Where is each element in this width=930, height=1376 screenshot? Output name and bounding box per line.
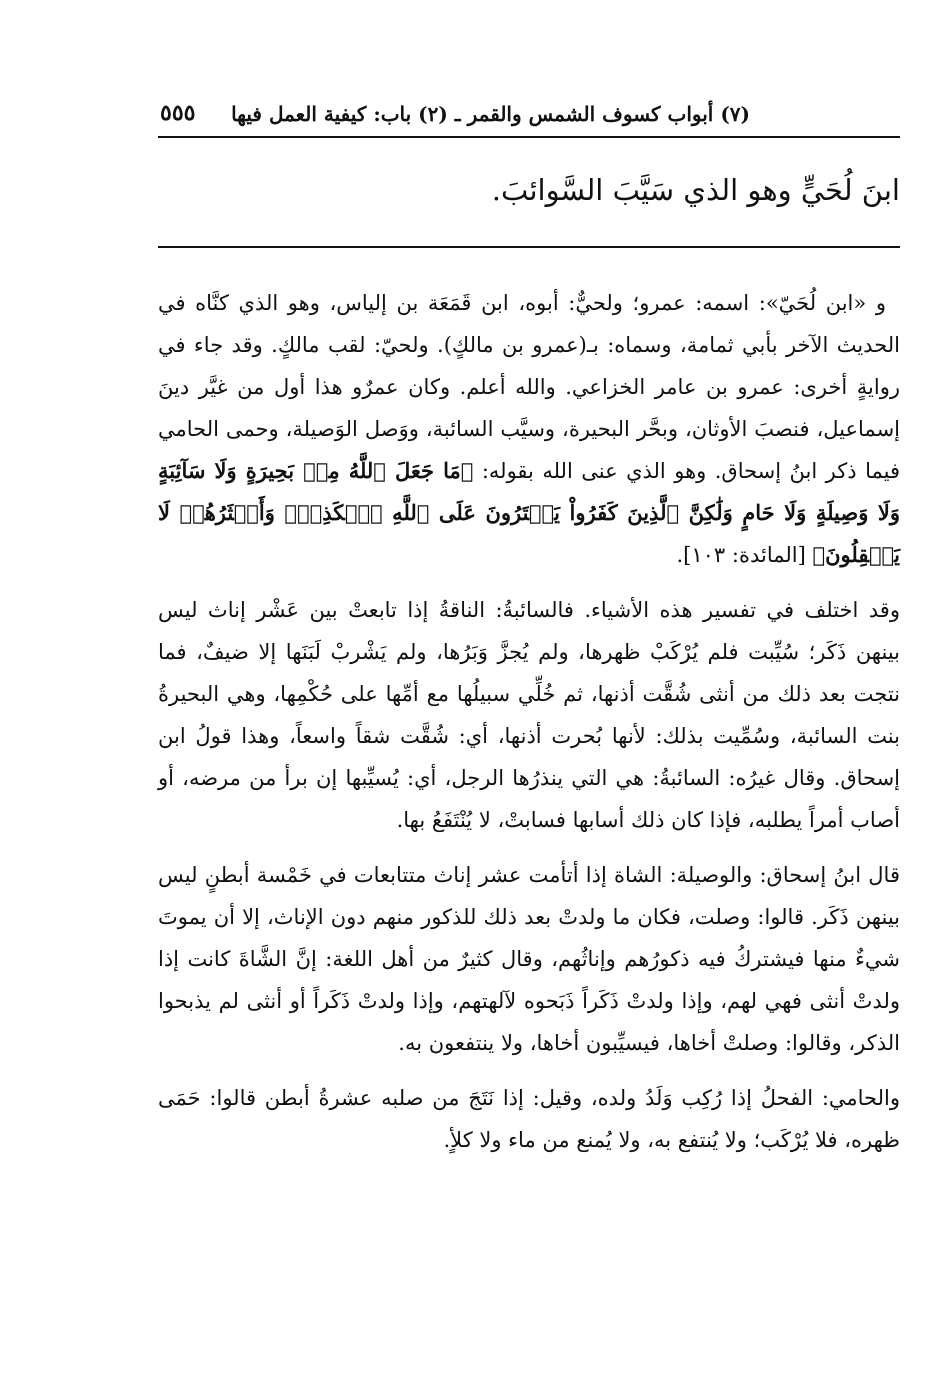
commentary-paragraph-1 bbox=[158, 282, 900, 576]
section-divider bbox=[158, 246, 900, 248]
commentary-paragraph-4: والحامي: الفحلُ إذا رُكِب وَلَدُ ولده، وقيل: إذا نَتَجَ من صلبه عشرةُ أبطن قالوا: حَمَى ظهره، فلا يُرْكَب؛ ولا يُنتفع به، ولا يُمنع من ماء ولا كلأٍ. bbox=[158, 1086, 900, 1152]
page-number: ٥٥٥ bbox=[160, 100, 196, 126]
quran-verse: ﴿مَا جَعَلَ ٱللَّهُ مِنۢ بَحِيرَةٍ وَلَا سَآئِبَةٍ وَلَا وَصِيلَةٍ وَلَا حَامٍ وَلَٰكِنَّ ٱلَّذِينَ كَفَرُواْ يَفۡتَرُونَ عَلَى ٱللَّهِ ٱلۡكَذِبَۖ وَأَكۡثَرُهُمۡ لَا يَعۡقِلُونَ﴾ bbox=[158, 458, 900, 567]
running-title: (٧) أبواب كسوف الشمس والقمر ـ (٢) باب: كيفية العمل فيها bbox=[231, 102, 750, 126]
commentary-paragraph-2: وقد اختلف في تفسير هذه الأشياء. فالسائبةُ: الناقةُ إذا تابعتْ بين عَشْر إناث ليس بينهن ذَكَر؛ سُيِّبت فلم يُرْكَبْ ظهرها، ولم يُجزَّ وَبَرُها، ولم يَشْربْ لَبَنَها إلا ضيفٌ، فما نتجت بعد ذلك من أنثى شُقَّت أذنها، ثم خُلِّي سبيلُها مع أمِّها على حُكْمِها، وهي البحيرةُ بنت السائبة، وسُمِّيت بذلك: لأنها بُحرت أذنها، أي: شُقَّت شقاً واسعاً، وهذا قولُ ابن إسحاق. وقال غيرُه: السائبةُ: هي التي ينذرُها الرجل، أي: يُسيِّبها إن برأ من مرضه، أو أصاب أمراً يطلبه، فإذا كان ذلك أسابها فسابتْ، لا يُنْتَفَعُ بها. bbox=[158, 598, 900, 832]
page-header bbox=[158, 96, 900, 138]
hadith-text: ابنَ لُحَيٍّ وهو الذي سَيَّبَ السَّوائبَ. bbox=[491, 173, 900, 207]
commentary-text: و «ابن لُحَيّ»: اسمه: عمرو؛ ولحيٌّ: أبوه، ابن قَمَعَة بن إلياس، وهو الذي كنَّاه في الحديث الآخر بأبي ثمامة، وسماه: بـ(عمرو بن مالكٍ). ولحيّ: لقب مالكٍ. وقد جاء في روايةٍ أخرى: عمرو بن عامر الخزاعي. والله أعلم. وكان عمرٌو هذا أول من غيَّر دينَ إسماعيل، فنصبَ الأوثان، وبحَّر البحيرة، وسيَّب السائبة، ووَصل الوَصيلة، وحمى الحامي فيما ذكر ابنُ إسحاق. وهو الذي عنى الله بقوله: bbox=[158, 291, 900, 483]
verse-reference: [المائدة: ١٠٣]. bbox=[676, 543, 806, 567]
commentary-paragraph-3: قال ابنُ إسحاق: والوصيلة: الشاة إذا أتأمت عشر إناث متتابعات في خَمْسة أبطنٍ ليس بينهن ذَكَر. قالوا: وصلت، فكان ما ولدتْ بعد ذلك للذكور منهم دون الإناث، إلا أن يموتَ شيءٌ منها فيشتركُ فيه ذكورُهم وإناثُهم، وقال كثيرٌ من أهل اللغة: إنَّ الشَّاةَ كانت إذا ولدتْ أنثى فهي لهم، وإذا ولدتْ ذَكَراً ذَبَحوه لآلهتهم، وإذا ولدتْ ذَكَراً أو أنثى لم يذبحوا الذكر، وقالوا: وصلتْ أخاها، فيسيِّبون أخاها، ولا ينتفعون به. bbox=[158, 863, 900, 1055]
commentary bbox=[158, 282, 900, 1174]
